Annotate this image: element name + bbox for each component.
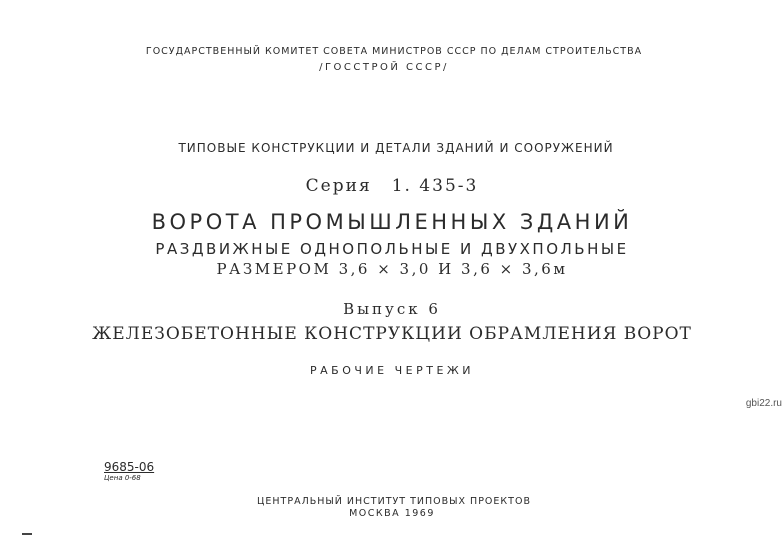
agency-heading: ГОСУДАРСТВЕННЫЙ КОМИТЕТ СОВЕТА МИНИСТРОВ СССР ПО ДЕЛАМ СТРОИТЕЛЬСТВА xyxy=(145,46,643,57)
edge-mark xyxy=(22,533,32,535)
document-category: ТИПОВЫЕ КОНСТРУКЦИИ И ДЕТАЛИ ЗДАНИЙ И СООРУЖЕНИЙ xyxy=(178,141,614,155)
document-code: 9685-06 xyxy=(104,460,155,474)
series-number: 1. 435-3 xyxy=(391,176,479,196)
agency-short-name: /ГОССТРОЙ СССР/ xyxy=(319,62,449,73)
watermark: gbi22.ru xyxy=(745,398,782,409)
series-label: Серия xyxy=(305,176,372,196)
document-price: Цена 0-68 xyxy=(104,474,141,482)
institute-name: ЦЕНТРАЛЬНЫЙ ИНСТИТУТ ТИПОВЫХ ПРОЕКТОВ xyxy=(257,496,531,507)
document-subtitle-line1: РАЗДВИЖНЫЕ ОДНОПОЛЬНЫЕ И ДВУХПОЛЬНЫЕ xyxy=(155,240,629,258)
document-subtitle-line2: РАЗМЕРОМ 3,6 × 3,0 И 3,6 × 3,6м xyxy=(216,260,568,278)
issue-label: Выпуск 6 xyxy=(343,300,441,318)
city-year: МОСКВА 1969 xyxy=(349,508,435,519)
drawings-label: РАБОЧИЕ ЧЕРТЕЖИ xyxy=(310,364,474,377)
series-line xyxy=(0,176,784,196)
issue-title: ЖЕЛЕЗОБЕТОННЫЕ КОНСТРУКЦИИ ОБРАМЛЕНИЯ ВОРОТ xyxy=(92,324,692,344)
document-title: ВОРОТА ПРОМЫШЛЕННЫХ ЗДАНИЙ xyxy=(151,210,633,234)
